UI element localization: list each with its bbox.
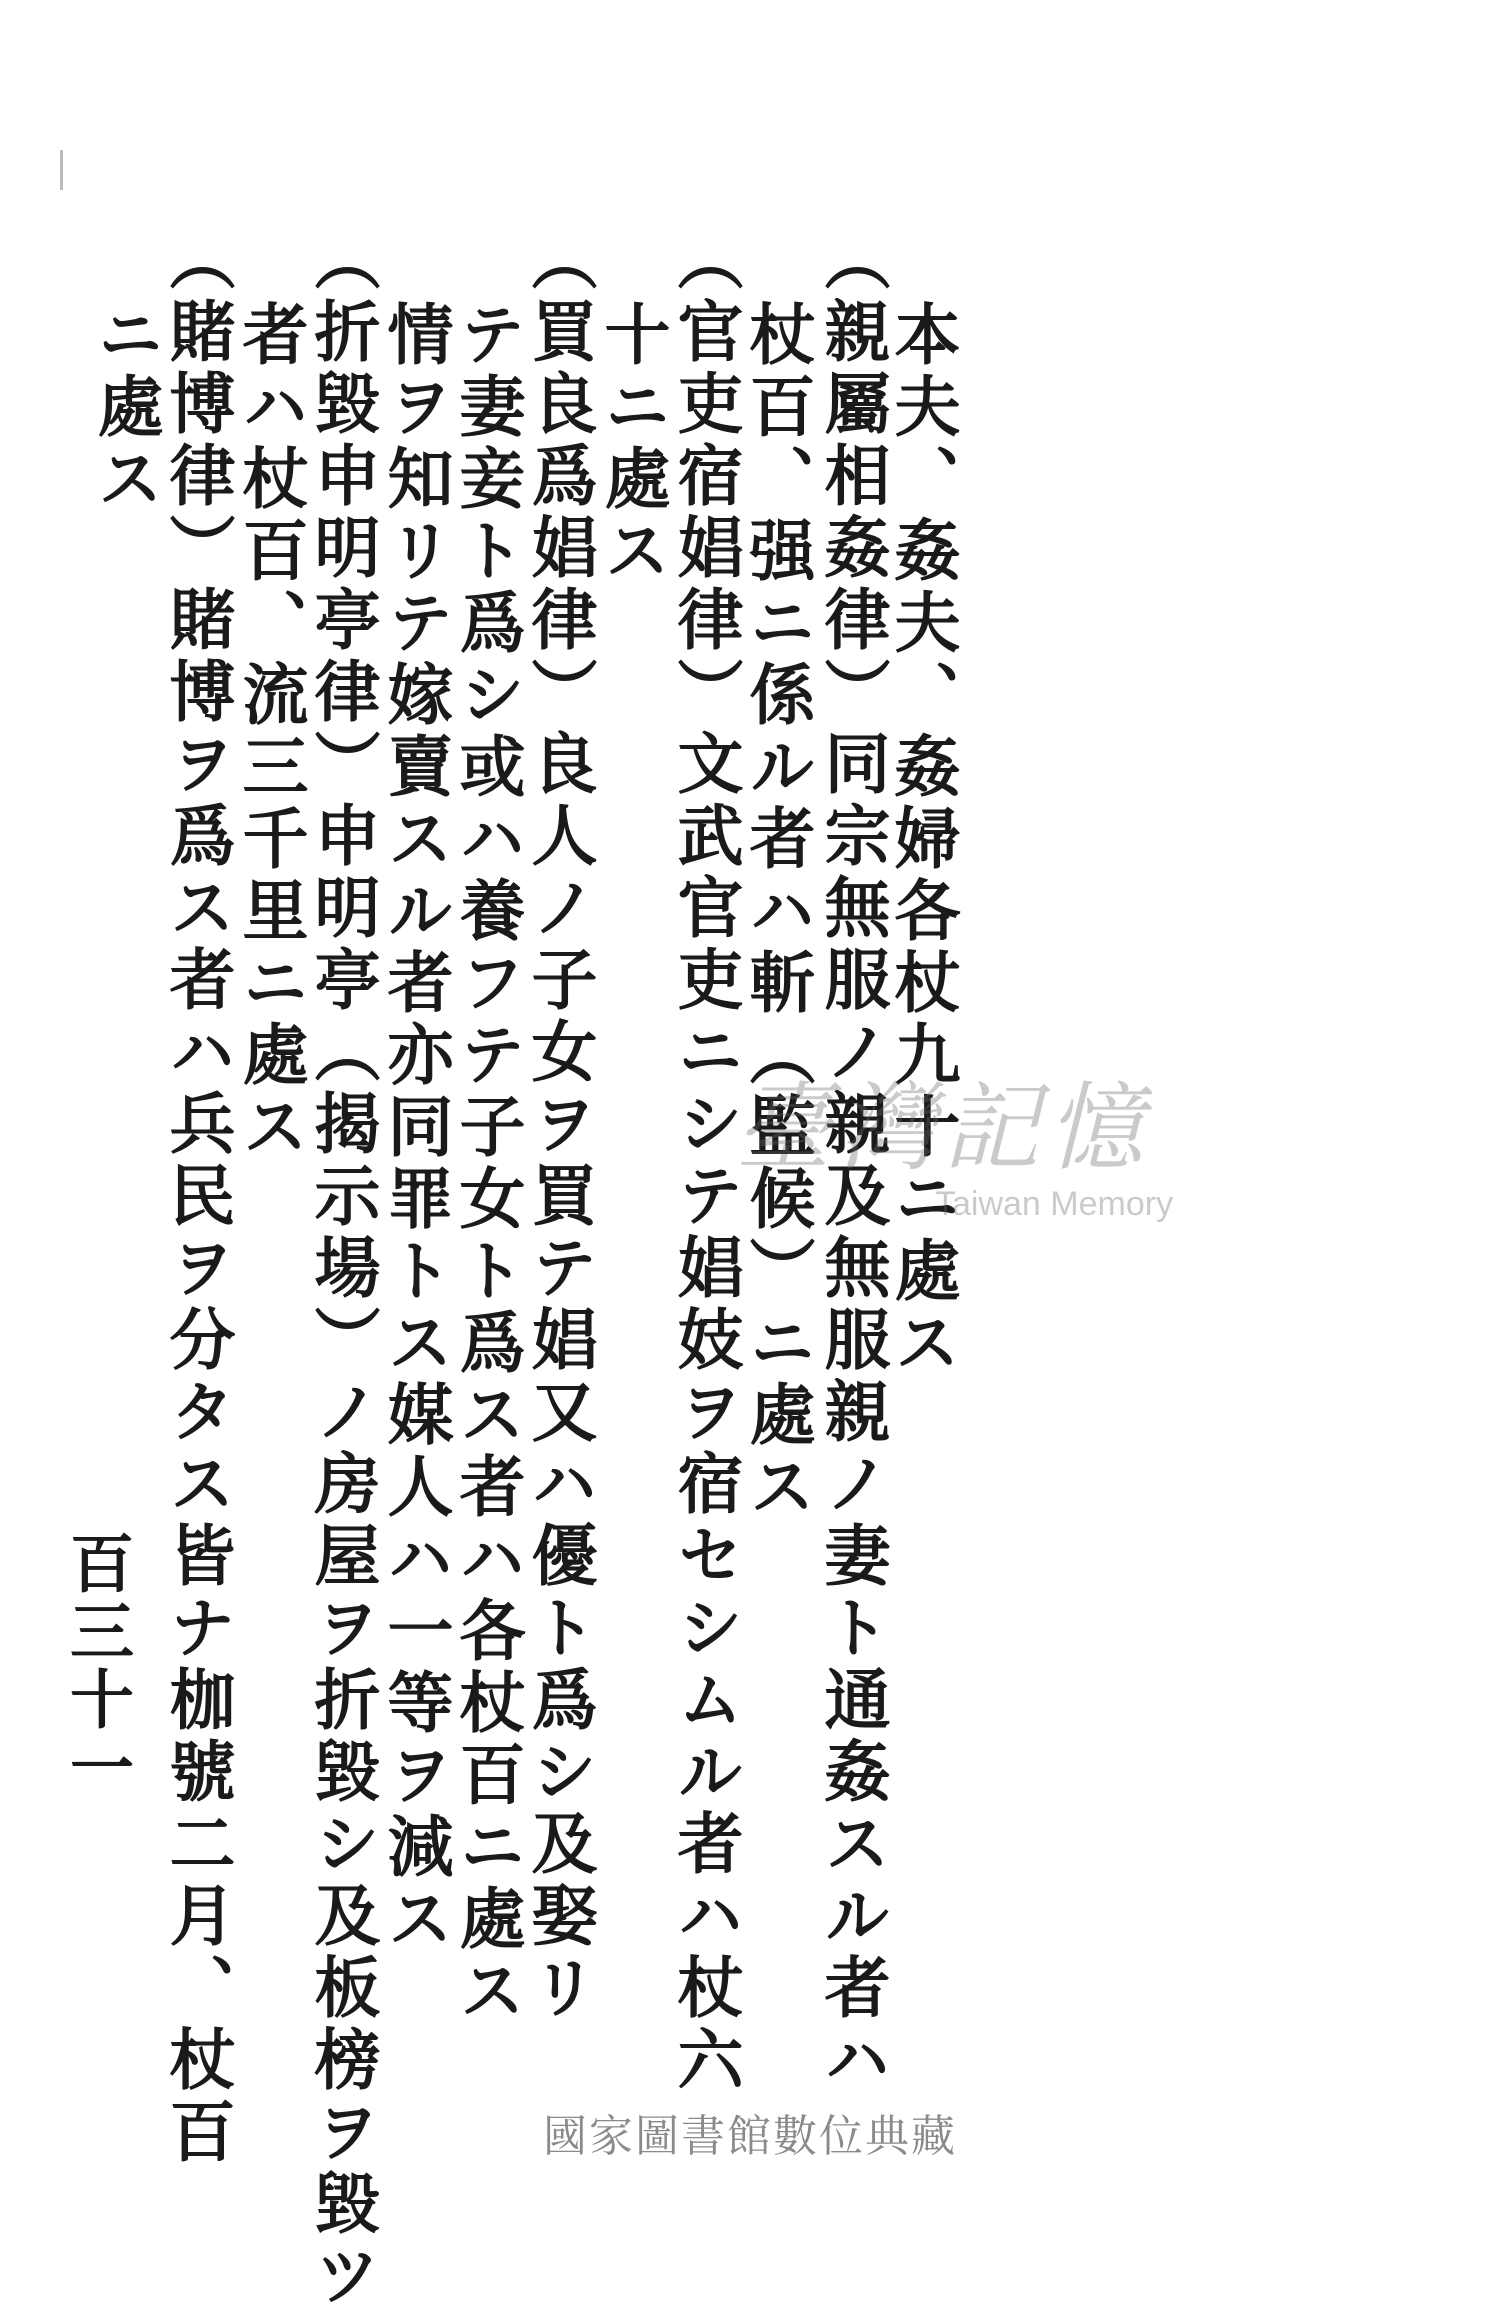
page-number: 百三十一 [59,1530,134,1802]
text-column-7: テ妻妾ト爲シ或ハ養フテ子女ト爲ス者ハ各杖百ニ處ス [448,300,526,2028]
watermark-subtitle: Taiwan Memory [935,1185,1174,1223]
text-column-6: （買良爲娼律）良人ノ子女ヲ買テ娼又ハ優ト爲シ及娶リ [520,225,598,2025]
text-column-3: 杖百、强ニ係ル者ハ斬（監候）ニ處ス [738,300,816,1524]
text-column-12: ニ處ス [86,300,164,516]
text-column-9: （折毀申明亭律）申明亭（揭示場）ノ房屋ヲ折毀シ及板榜ヲ毀ツ [303,225,381,2313]
text-column-10: 者ハ杖百、流三千里ニ處ス [231,300,309,1164]
text-column-5: 十ニ處ス [593,300,671,588]
text-column-1: 本夫、姦夫、姦婦各杖九十ニ處ス [883,300,961,1380]
scan-edge-mark [60,150,63,190]
text-column-4: （官吏宿娼律）文武官吏ニシテ娼妓ヲ宿セシムル者ハ杖六 [666,225,744,2097]
text-column-2: （親屬相姦律）同宗無服ノ親及無服親ノ妻ト通姦スル者ハ [813,225,891,2097]
watermark-title: 臺灣記憶 [735,1072,1151,1184]
text-column-11: （賭博律）賭博ヲ爲ス者ハ兵民ヲ分タス皆ナ枷號二月、杖百 [158,225,236,2169]
watermark-logo [735,1072,1205,1250]
footer-credit: 國家圖書館數位典藏 [543,2111,957,2162]
text-column-8: 情ヲ知リテ嫁賣スル者亦同罪トス媒人ハ一等ヲ減ス [376,300,454,1956]
